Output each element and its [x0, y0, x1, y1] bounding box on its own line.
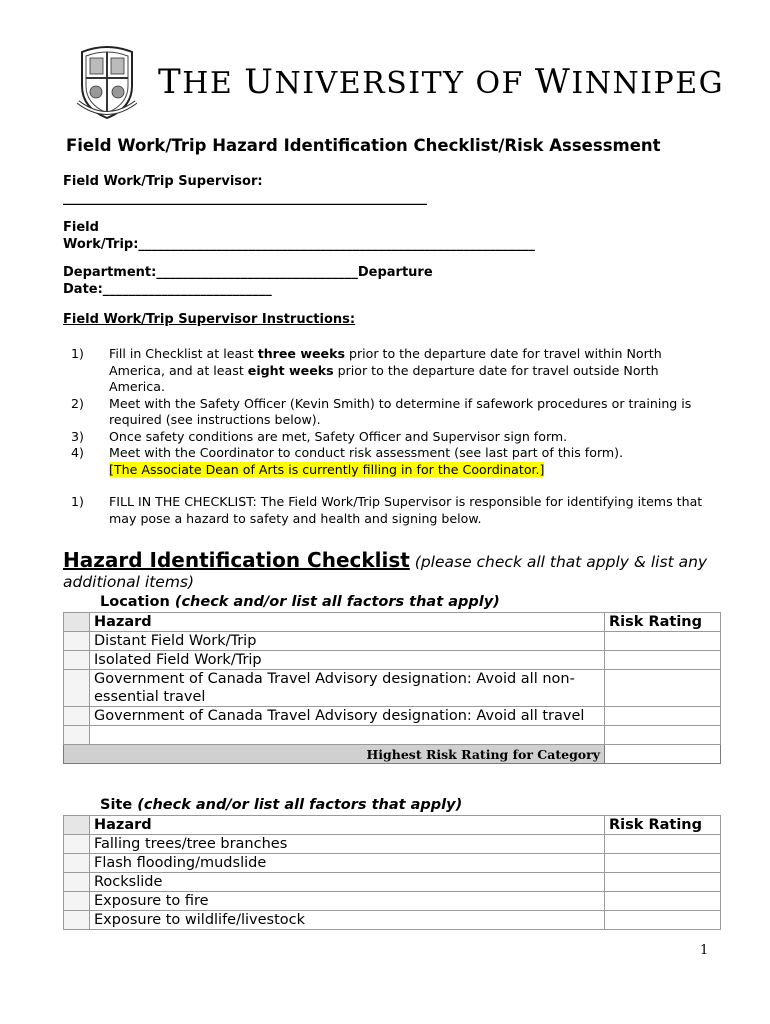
hazard-checkbox[interactable]	[64, 892, 90, 911]
table-row	[64, 911, 721, 930]
hazard-checkbox[interactable]	[64, 670, 90, 707]
table-row	[64, 835, 721, 854]
hazard-cell: Exposure to fire	[90, 892, 605, 911]
hazard-checkbox[interactable]	[64, 911, 90, 930]
instruction-step: 1) Fill in Checklist at least three weeks prior to the departure date for travel within North America, and at least eight weeks prior to the departure date for travel outside North America.	[71, 346, 662, 394]
page-number: 1	[700, 943, 709, 958]
table-header-row	[64, 613, 721, 632]
trip-label: Field	[63, 220, 99, 235]
site-subtitle: Site (check and/or list all factors that apply)	[100, 797, 463, 813]
hazard-cell: Isolated Field Work/Trip	[90, 651, 605, 670]
university-crest-icon	[76, 42, 138, 120]
instruction-step: 4) Meet with the Coordinator to conduct risk assessment (see last part of this form). [The Associate Dean of Arts is currently filling in for the Coordinator.]	[71, 445, 624, 477]
department-date-field[interactable]	[63, 264, 433, 298]
hazard-checkbox[interactable]	[64, 873, 90, 892]
table-row	[64, 873, 721, 892]
hazard-cell: Government of Canada Travel Advisory designation: Avoid all travel	[90, 707, 605, 726]
hazard-cell[interactable]	[90, 726, 605, 745]
header	[76, 42, 725, 122]
risk-rating-cell[interactable]	[605, 707, 721, 726]
university-name: THE UNIVERSITY OF WINNIPEG	[158, 62, 725, 102]
risk-rating-cell[interactable]	[605, 726, 721, 745]
department-label[interactable]: Department:_______________________________Departure	[63, 265, 433, 280]
hazard-checkbox[interactable]	[64, 726, 90, 745]
hazard-cell: Flash flooding/mudslide	[90, 854, 605, 873]
supervisor-label: Field Work/Trip Supervisor:	[63, 174, 263, 189]
risk-rating-cell[interactable]	[605, 670, 721, 707]
hazard-checkbox[interactable]	[64, 707, 90, 726]
table-row	[64, 651, 721, 670]
hazard-checkbox[interactable]	[64, 651, 90, 670]
supervisor-field[interactable]	[63, 173, 427, 207]
highest-risk-cell[interactable]	[605, 745, 721, 764]
hazard-checkbox[interactable]	[64, 854, 90, 873]
highest-risk-label: Highest Risk Rating for Category	[64, 745, 605, 764]
hazard-checkbox[interactable]	[64, 835, 90, 854]
coordinator-note-highlight: [The Associate Dean of Arts is currently filling in for the Coordinator.]	[109, 461, 545, 477]
table-row	[64, 632, 721, 651]
hazard-cell: Rockslide	[90, 873, 605, 892]
instruction-step: 3) Once safety conditions are met, Safety Officer and Supervisor sign form.	[71, 428, 568, 444]
document-title: Field Work/Trip Hazard Identification Checklist/Risk Assessment	[66, 136, 661, 155]
trip-blank[interactable]: Work/Trip:_____________________________________________________________	[63, 237, 535, 252]
table-row	[64, 726, 721, 745]
risk-rating-cell[interactable]	[605, 873, 721, 892]
location-hazard-table	[63, 612, 721, 764]
instructions-list	[71, 346, 711, 527]
risk-rating-column-header: Risk Rating	[605, 816, 721, 835]
hazard-cell: Government of Canada Travel Advisory designation: Avoid all non-essential travel	[90, 670, 605, 707]
checklist-title: Hazard Identification Checklist (please check all that apply & list any additional items)	[63, 548, 708, 591]
risk-rating-cell[interactable]	[605, 911, 721, 930]
table-row	[64, 707, 721, 726]
hazard-column-header: Hazard	[90, 613, 605, 632]
table-row	[64, 892, 721, 911]
risk-rating-cell[interactable]	[605, 651, 721, 670]
table-row	[64, 670, 721, 707]
supervisor-blank[interactable]: ________________________________________________________	[63, 191, 427, 206]
hazard-column-header: Hazard	[90, 816, 605, 835]
departure-date-blank[interactable]: Date:__________________________	[63, 282, 272, 297]
instruction-step: 2) Meet with the Safety Officer (Kevin Smith) to determine if safework procedures or training is required (see instructions below).	[71, 395, 692, 427]
checkbox-header	[64, 613, 90, 632]
risk-rating-cell[interactable]	[605, 854, 721, 873]
hazard-cell: Falling trees/tree branches	[90, 835, 605, 854]
risk-rating-cell[interactable]	[605, 892, 721, 911]
instruction-step: 1) FILL IN THE CHECKLIST: The Field Work/Trip Supervisor is responsible for identifying items that may pose a hazard to safety and health and signing below.	[71, 494, 703, 526]
table-header-row	[64, 816, 721, 835]
checkbox-header	[64, 816, 90, 835]
instructions-heading: Field Work/Trip Supervisor Instructions:	[63, 312, 356, 327]
trip-field[interactable]	[63, 219, 535, 253]
site-hazard-table	[63, 815, 721, 930]
risk-rating-column-header: Risk Rating	[605, 613, 721, 632]
location-subtitle: Location (check and/or list all factors that apply)	[100, 594, 500, 610]
hazard-checkbox[interactable]	[64, 632, 90, 651]
table-footer-row	[64, 745, 721, 764]
hazard-cell: Distant Field Work/Trip	[90, 632, 605, 651]
table-row	[64, 854, 721, 873]
hazard-cell: Exposure to wildlife/livestock	[90, 911, 605, 930]
risk-rating-cell[interactable]	[605, 632, 721, 651]
risk-rating-cell[interactable]	[605, 835, 721, 854]
